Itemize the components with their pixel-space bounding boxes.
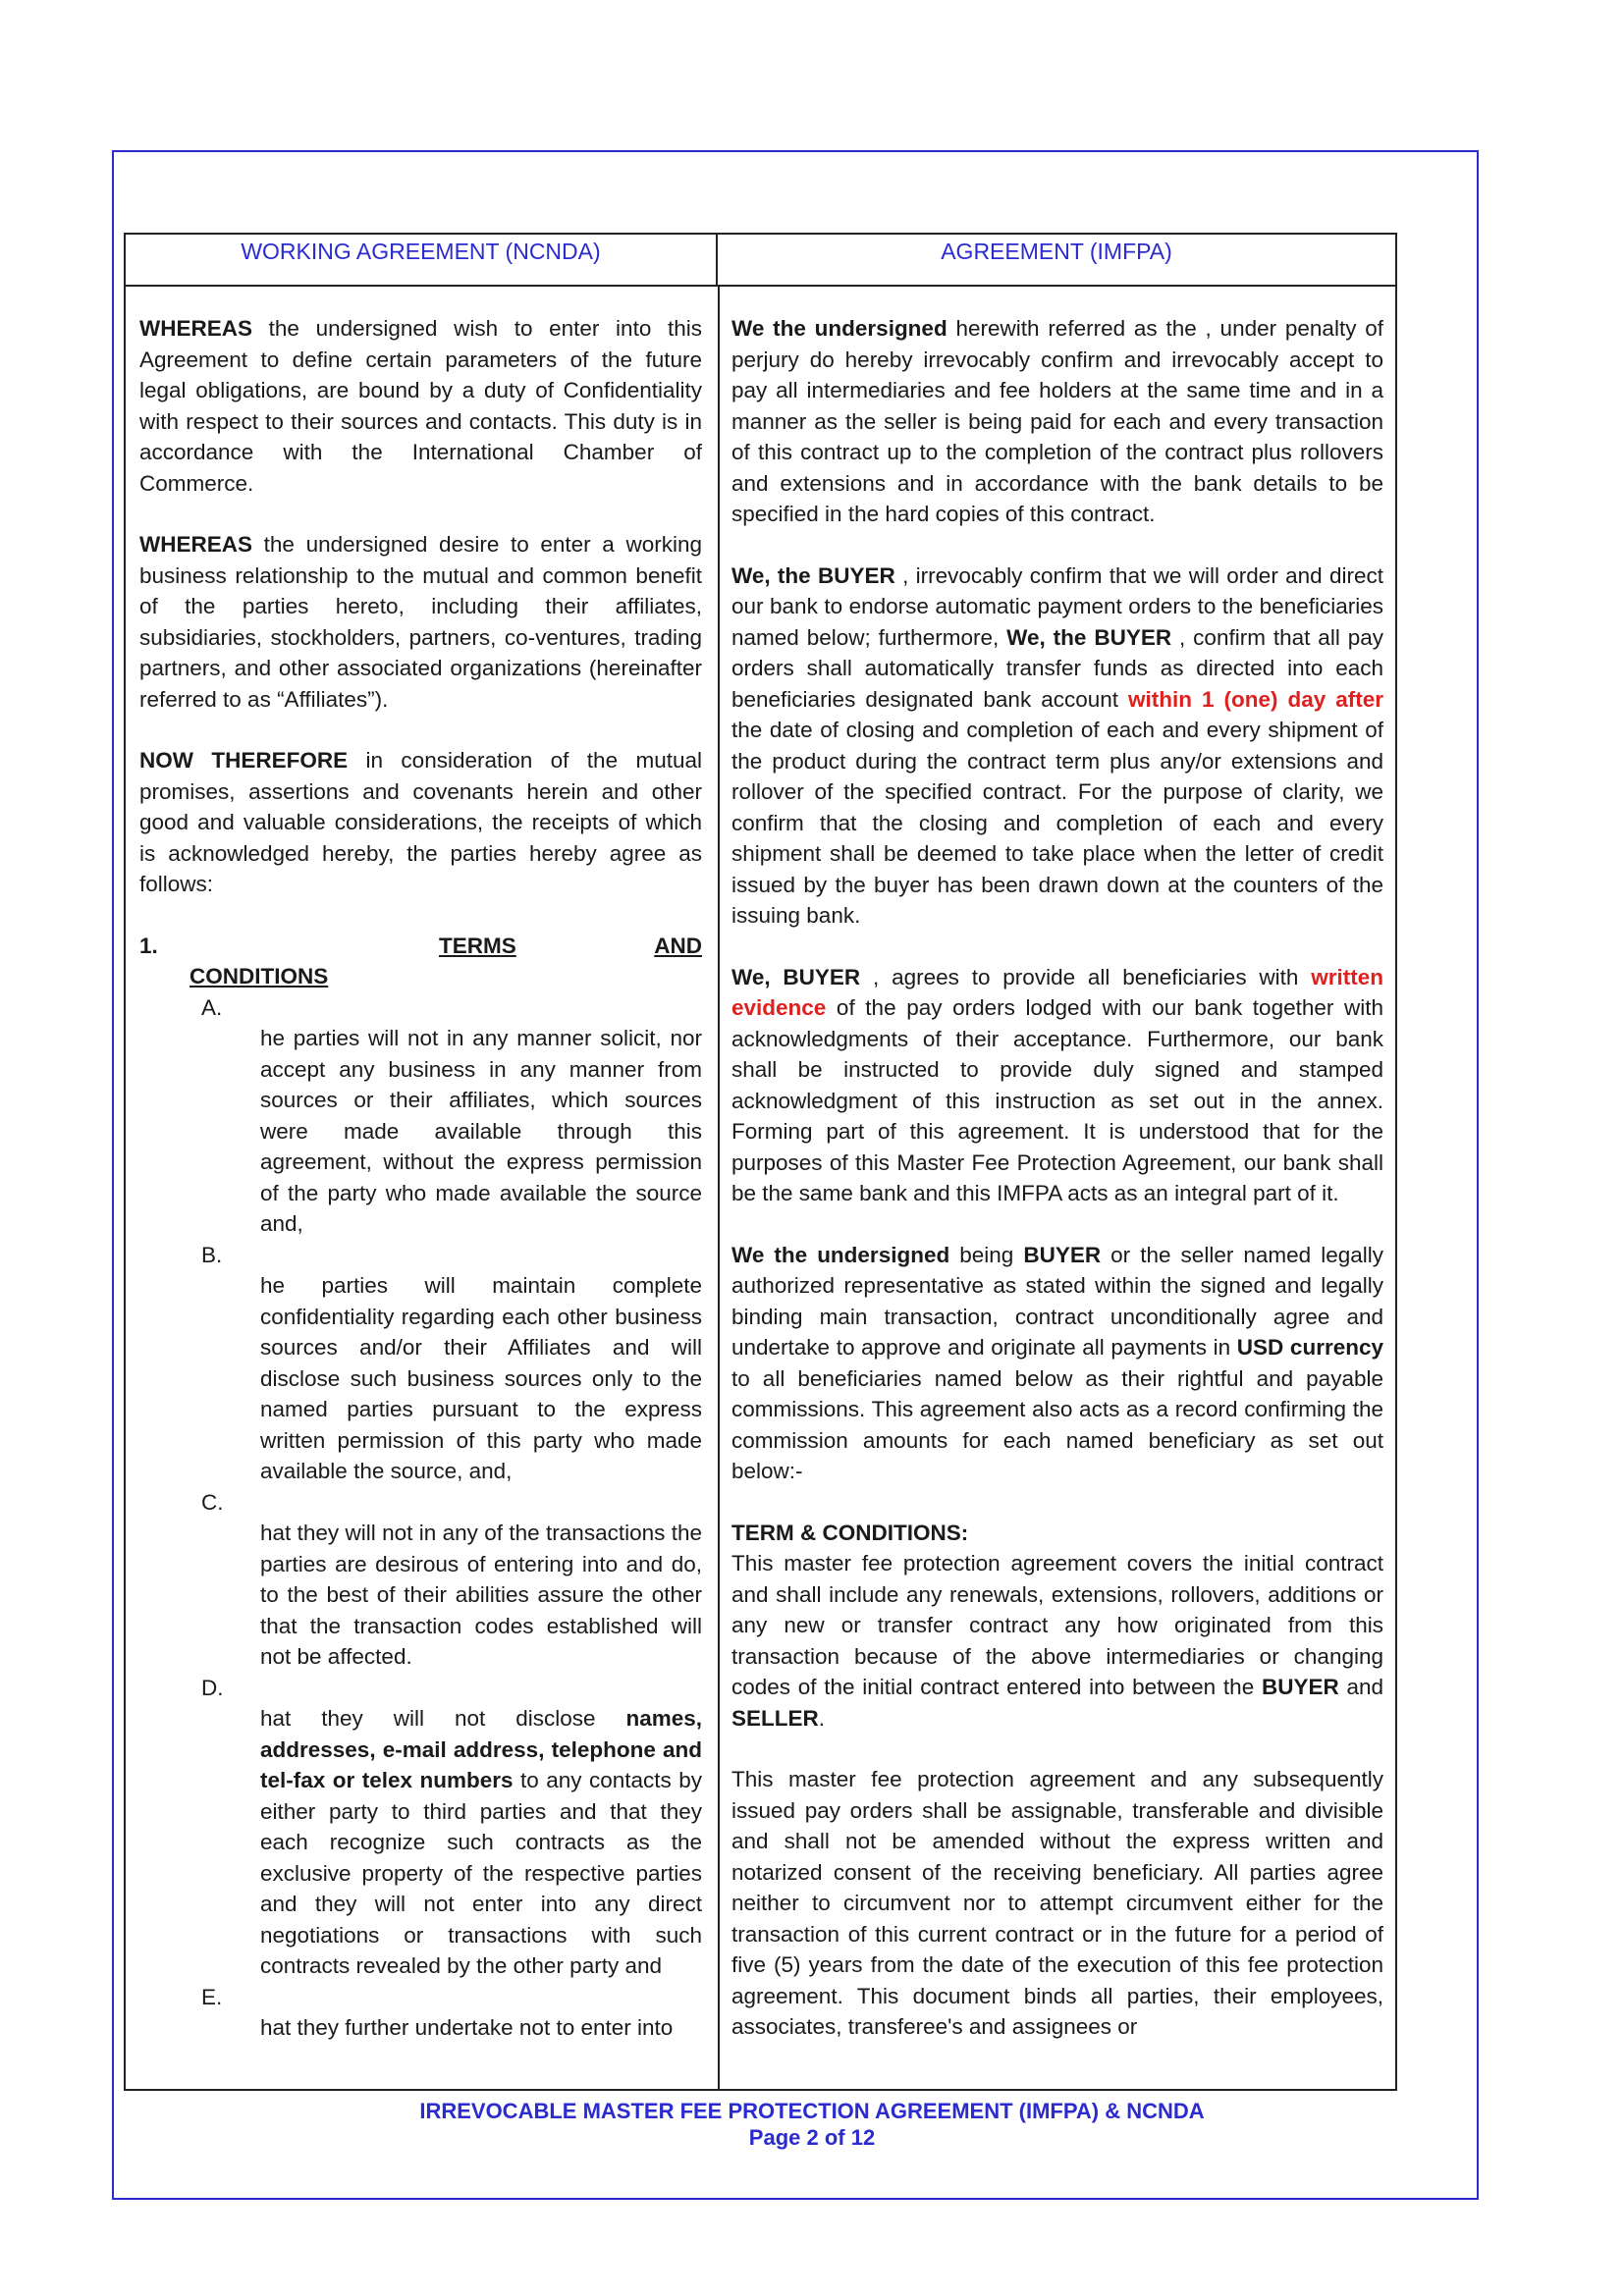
highlight-within-1-day: within 1 (one) day after bbox=[1128, 686, 1383, 712]
imfpa-paragraph-4: We the undersigned being BUYER or the seller named legally authorized representative as stated within the signed and legally binding main transaction, contract unconditionally agree and undertake to approve and originate all payments in USD currency to all beneficiaries named below as their rightful and payable commissions. This agreement also acts as a record confirming the commission amounts for each named beneficiary as set out below:- bbox=[731, 1242, 1383, 1483]
highlight-written-evidence: written evidence bbox=[731, 964, 1383, 1020]
whereas-clause-2: WHEREAS the undersigned desire to enter a working business relationship to the mutual and common benefit of the parties hereto, including their affiliates, subsidiaries, stockholders, partners, co-ventures, trading partners, and other associated organizations (hereinafter referred to as “Affiliates”). bbox=[139, 532, 702, 712]
section-number: 1. bbox=[139, 933, 158, 958]
terms-paragraph: This master fee protection agreement covers the initial contract and shall include any renewals, extensions, rollovers, additions or any new or transfer contract any how originated from this transaction because of the above intermediaries or changing codes of the initial contract entered into between the BUYER and SELLER. bbox=[731, 1551, 1383, 1731]
footer-title: IRREVOCABLE MASTER FEE PROTECTION AGREEMENT (IMFPA) & NCNDA bbox=[419, 2099, 1205, 2123]
item-a-label: A. bbox=[201, 994, 223, 1020]
item-e-label: E. bbox=[201, 1984, 223, 2009]
item-b-label: B. bbox=[201, 1242, 223, 1267]
item-a-text: he parties will not in any manner solicit, nor accept any business in any manner from sources or their affiliates, which sources were made available through this agreement, without the express permission of the party who made available the source and, bbox=[260, 1026, 702, 1236]
page-number: Page 2 of 12 bbox=[748, 2125, 876, 2150]
imfpa-paragraph-1: We the undersigned herewith referred as the , under penalty of perjury do hereby irrevocably confirm and irrevocably accept to pay all intermediaries and fee holders at the same time and in a manner as the seller is being paid for each and every transaction of this contract up to the completion of the contract plus rollovers and extensions and in accordance with the bank details to be specified in the hard copies of this contract. bbox=[731, 316, 1383, 526]
item-e-text: hat they further undertake not to enter into bbox=[260, 2015, 674, 2040]
item-d-label: D. bbox=[201, 1675, 224, 1700]
whereas-clause-1: WHEREAS the undersigned wish to enter into this Agreement to define certain parameters of the future legal obligations, are bound by a duty of Confidentiality with respect to their sources and contacts. This duty is in accordance with the International Chamber of Commerce. bbox=[139, 316, 702, 496]
section-heading-cont: CONDITIONS bbox=[189, 964, 329, 988]
imfpa-column bbox=[731, 313, 1383, 2090]
item-b-text: he parties will maintain complete confidentiality regarding each other business sources and/or their Affiliates and will disclose such business sources only to the named parties pursuant to the express written permission of this party who made available the source, and, bbox=[260, 1273, 702, 1483]
section-heading: 1. TERMS AND bbox=[139, 931, 702, 962]
assignability-paragraph: This master fee protection agreement and any subsequently issued pay orders shall be assignable, transferable and divisible and shall not be amended without the express written and notarized consent of the receiving beneficiary. All parties agree neither to circumvent nor to attempt circumvent either for the transaction of this current contract or in the future for a period of five (5) years from the date of the execution of this fee protection agreement. This document binds all parties, their employees, associates, transferee's and assignees or bbox=[731, 1767, 1383, 2039]
item-d-text: hat they will not disclose names, addresses, e-mail address, telephone and tel-fax or telex numbers to any contacts by either party to third parties and that they each recognize such contracts as the exclusive property of the respective parties and they will not enter into any direct negotiations or transactions with such contracts revealed by the other party and bbox=[260, 1706, 702, 1978]
agreement-table bbox=[124, 233, 1397, 2091]
now-therefore-clause: NOW THEREFORE in consideration of the mutual promises, assertions and covenants herein and other good and valuable considerations, the receipts of which is acknowledged hereby, the parties hereby agree as follows: bbox=[139, 748, 702, 896]
column-divider bbox=[718, 287, 720, 2089]
item-c-text: hat they will not in any of the transactions the parties are desirous of entering into and do, to the best of their abilities assure the other that the transaction codes established will not be affected. bbox=[260, 1521, 702, 1669]
terms-heading: TERM & CONDITIONS: bbox=[731, 1520, 969, 1545]
right-column-header: AGREEMENT (IMFPA) bbox=[718, 235, 1395, 287]
imfpa-paragraph-2: We, the BUYER , irrevocably confirm that we will order and direct our bank to endorse automatic payment orders to the beneficiaries named below; furthermore, We, the BUYER , confirm that all pay orders shall automatically transfer funds as directed into each beneficiaries designated bank account within 1 (one) day after the date of closing and completion of each and every shipment of the product during the contract term plus any/or extensions and rollover of the specified contract. For the purpose of clarity, we confirm that the closing and completion of each and every shipment shall be deemed to take place when the letter of credit issued by the buyer has been drawn down at the counters of the issuing bank. bbox=[731, 562, 1383, 928]
left-column-header: WORKING AGREEMENT (NCNDA) bbox=[126, 235, 718, 287]
imfpa-paragraph-3: We, BUYER , agrees to provide all beneficiaries with written evidence of the pay orders lodged with our bank together with acknowledgments of their acceptance. Furthermore, our bank shall be instructed to provide duly signed and stamped acknowledgment of this instruction as set out in the annex. Forming part of this agreement. It is understood that for the purposes of this Master Fee Protection Agreement, our bank shall be the same bank and this IMFPA acts as an integral part of it. bbox=[731, 964, 1383, 1205]
item-c-label: C. bbox=[201, 1489, 224, 1515]
ncnda-column bbox=[139, 313, 702, 2080]
